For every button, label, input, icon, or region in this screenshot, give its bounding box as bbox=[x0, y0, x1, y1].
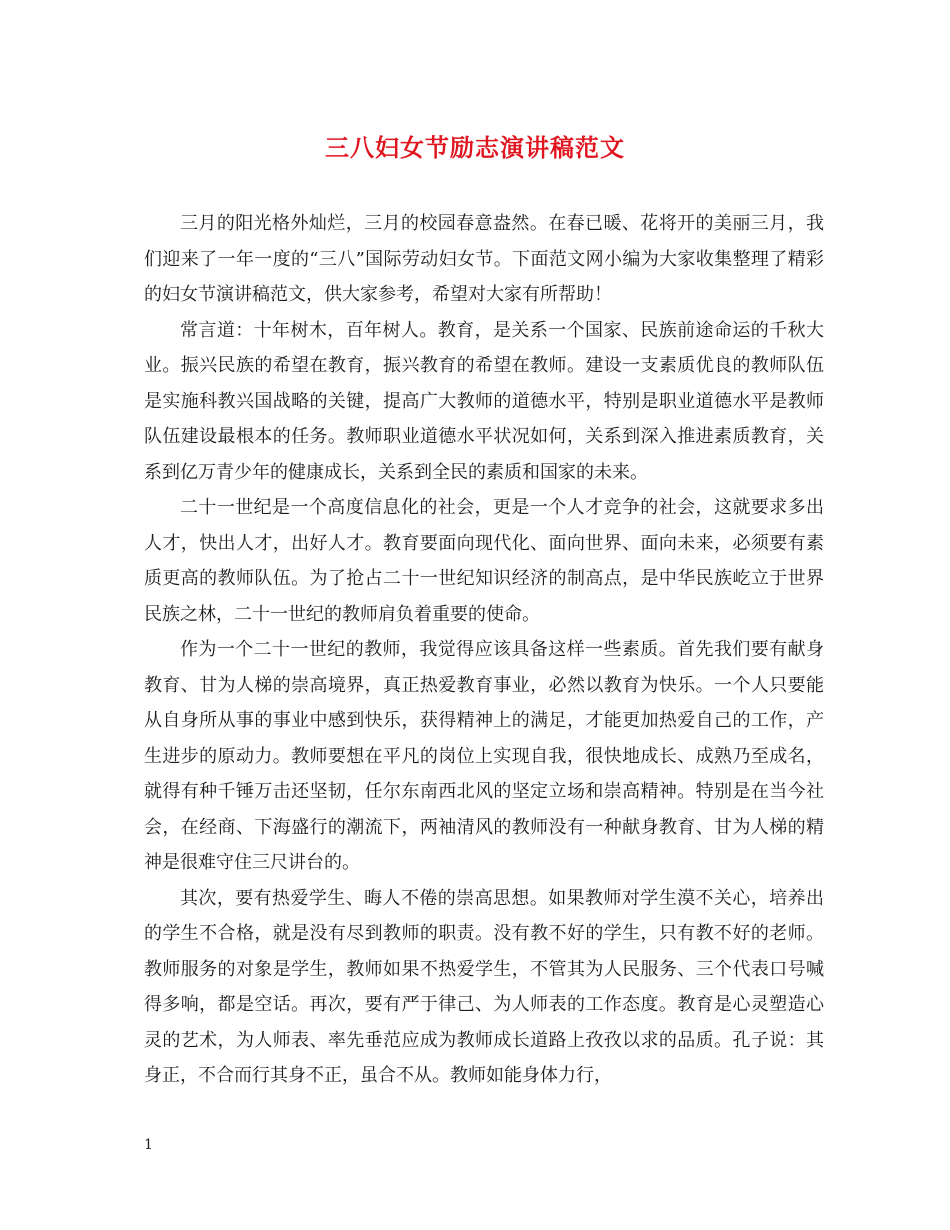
paragraph-2: 常言道：十年树木，百年树人。教育，是关系一个国家、民族前途命运的千秋大业。振兴民族的希望在教育，振兴教育的希望在教师。建设一支素质优良的教师队伍是实施科教兴国战略的关键，提高广大教师的道德水平，特别是职业道德水平是教师队伍建设最根本的任务。教师职业道德水平状况如何，关系到深入推进素质教育，关系到亿万青少年的健康成长，关系到全民的素质和国家的未来。 bbox=[144, 319, 824, 483]
document-title: 三八妇女节励志演讲稿范文 bbox=[325, 133, 625, 162]
page-number: 1 bbox=[144, 1137, 153, 1153]
paragraph-3: 二十一世纪是一个高度信息化的社会，更是一个人才竞争的社会，这就要求多出人才，快出人才，出好人才。教育要面向现代化、面向世界、面向未来，必须要有素质更高的教师队伍。为了抢占二十一世纪知识经济的制高点，是中华民族屹立于世界民族之林，二十一世纪的教师肩负着重要的使命。 bbox=[144, 497, 824, 625]
document-body bbox=[144, 206, 824, 1094]
paragraph-4: 作为一个二十一世纪的教师，我觉得应该具备这样一些素质。首先我们要有献身教育、甘为人梯的崇高境界，真正热爱教育事业，必然以教育为快乐。一个人只要能从自身所从事的事业中感到快乐，获得精神上的满足，才能更加热爱自己的工作，产生进步的原动力。教师要想在平凡的岗位上实现自我，很快地成长、成熟乃至成名，就得有种千锤万击还坚韧，任尔东南西北风的坚定立场和崇高精神。特别是在当今社会，在经商、下海盛行的潮流下，两袖清风的教师没有一种献身教育、甘为人梯的精神是很难守住三尺讲台的。 bbox=[144, 639, 824, 873]
paragraph-1: 三月的阳光格外灿烂，三月的校园春意盎然。在春已暖、花将开的美丽三月，我们迎来了一年一度的“三八”国际劳动妇女节。下面范文网小编为大家收集整理了精彩的妇女节演讲稿范文，供大家参考，希望对大家有所帮助！ bbox=[144, 213, 824, 305]
paragraph-5: 其次，要有热爱学生、晦人不倦的崇高思想。如果教师对学生漠不关心，培养出的学生不合格，就是没有尽到教师的职责。没有教不好的学生，只有教不好的老师。教师服务的对象是学生，教师如果不热爱学生，不管其为人民服务、三个代表口号喊得多响，都是空话。再次，要有严于律己、为人师表的工作态度。教育是心灵塑造心灵的艺术，为人师表、率先垂范应成为教师成长道路上孜孜以求的品质。孔子说：其身正，不合而行其身不正，虽合不从。教师如能身体力行， bbox=[144, 887, 824, 1086]
